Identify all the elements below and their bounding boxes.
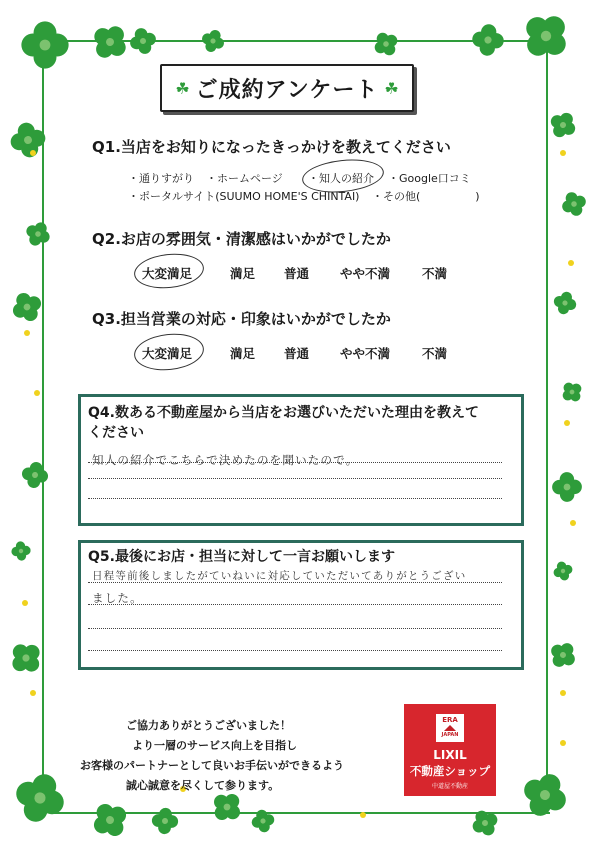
clover-icon [549,557,576,584]
q1-option-google[interactable]: ・Google口コミ [388,172,471,185]
clover-icon [556,186,592,222]
yellow-dot-decoration [560,740,566,746]
q1-option-homepage[interactable]: ・ホームページ [206,172,283,185]
border-right-line [546,40,548,810]
q1-option-other[interactable]: ・その他( ) [372,190,480,203]
clover-icon [124,22,161,59]
q5-answer-line [88,604,502,605]
survey-title-box [160,64,414,112]
clover-icon [550,470,585,505]
era-badge-icon [436,714,464,742]
q4-title-line2: ください [88,425,144,441]
q5-answer-line [88,650,502,651]
q2-option-very-satisfied[interactable]: 大変満足 [142,266,193,281]
closing-message [80,716,344,796]
clover-icon [4,762,76,834]
logo-shop-name: 不動産ショップ [409,764,491,778]
yellow-dot-decoration [34,390,40,396]
clover-icon [248,806,279,837]
lixil-shop-logo [404,704,496,796]
yellow-dot-decoration [568,260,574,266]
q4-answer-line [88,478,502,479]
yellow-dot-decoration [24,330,30,336]
clover-icon [465,803,506,844]
q4-answer-line [88,462,502,463]
era-badge-top: ERA [442,716,458,724]
clover-icon [82,792,137,847]
q5-answer-line [88,582,502,583]
clover-icon [542,634,584,676]
q3-selected-circle [132,330,205,373]
q4-answer-text[interactable]: 知人の紹介でこちらで決めたのを聞いたので。 [92,453,359,467]
clover-icon [549,287,581,319]
clover-icon [555,375,589,409]
q1-title: Q1.当店をお知りになったきっかけを教えてください [92,138,451,156]
q2-option-dissatisfied[interactable]: 不満 [422,266,448,281]
clover-icon [468,20,507,59]
closing-line-1: ご協力ありがとうございました！ [126,719,291,732]
clover-icon [19,215,56,252]
clover-icon [149,805,181,837]
yellow-dot-decoration [30,150,36,156]
q3-option-satisfied[interactable]: 満足 [230,346,256,361]
era-badge-bottom: JAPAN [441,732,459,738]
q3-option-somewhat-dissatisfied[interactable]: やや不満 [340,346,391,361]
clover-icon [9,539,33,563]
closing-line-2: より一層のサービス向上を目指し [132,739,297,752]
clover-icon [512,762,578,828]
clover-icon: ☘ [175,78,190,98]
q1-option-referral[interactable]: ・知人の紹介 [308,172,374,185]
q5-answer-line [88,628,502,629]
yellow-dot-decoration [360,812,366,818]
closing-line-3: お客様のパートナーとして良いお手伝いができるよう [80,759,344,772]
clover-icon [509,0,582,73]
q1-option-portal[interactable]: ・ポータルサイト(SUUMO HOME'S CHINTAI) [128,190,360,203]
yellow-dot-decoration [560,150,566,156]
clover-icon [196,24,230,58]
yellow-dot-decoration [564,420,570,426]
q2-option-neutral[interactable]: 普通 [284,266,310,281]
clover-icon [542,104,583,145]
q3-option-neutral[interactable]: 普通 [284,346,310,361]
q4-answer-line [88,498,502,499]
clover-icon: ☘ [384,78,399,98]
yellow-dot-decoration [560,690,566,696]
clover-icon [18,18,72,72]
q2-selected-circle [132,250,205,291]
q2-title: Q2.お店の雰囲気・清潔感はいかがでしたか [92,230,391,248]
q1-option-passing[interactable]: ・通りすがり [128,172,194,185]
q5-answer-text-line1[interactable]: 日程等前後しましたがていねいに対応していただいてありがとうござい [92,570,467,582]
q2-option-somewhat-dissatisfied[interactable]: やや不満 [340,266,391,281]
q2-option-satisfied[interactable]: 満足 [230,266,256,281]
logo-subtitle: 中道屋不動産 [431,783,468,790]
closing-line-4: 誠心誠意を尽くして参ります。 [126,779,280,792]
logo-brand: LIXIL [433,748,467,762]
yellow-dot-decoration [22,600,28,606]
clover-icon [18,458,53,493]
yellow-dot-decoration [570,520,576,526]
q5-answer-text-line2[interactable]: ました。 [92,591,143,605]
yellow-dot-decoration [30,690,36,696]
q3-title: Q3.担当営業の対応・印象はいかがでしたか [92,310,391,328]
survey-title: ご成約アンケート [195,77,379,103]
q3-option-dissatisfied[interactable]: 不満 [422,346,448,361]
clover-icon [5,117,52,164]
q3-option-very-satisfied[interactable]: 大変満足 [142,346,193,361]
clover-icon [367,25,406,64]
q5-title: Q5.最後にお店・担当に対して一言お願いします [88,549,395,565]
q4-title-line1: Q4.数ある不動産屋から当店をお選びいただいた理由を教えて [88,405,479,421]
